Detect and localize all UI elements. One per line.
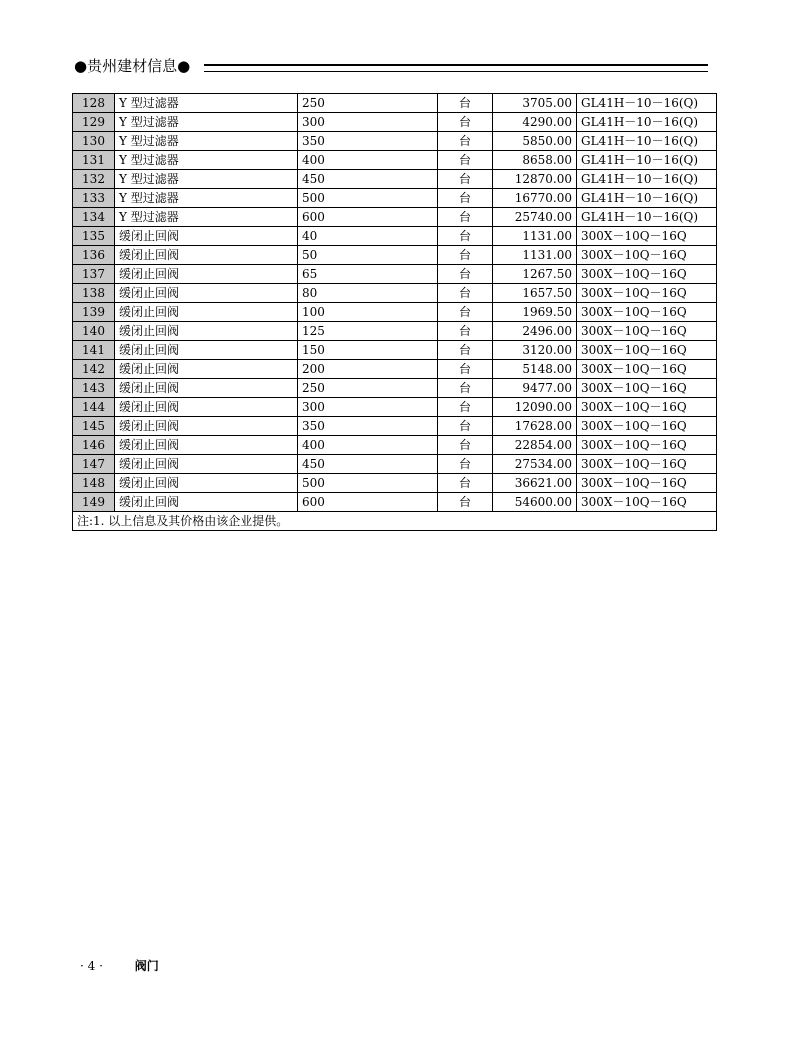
cell-price: 1131.00 xyxy=(493,246,577,265)
cell-number: 131 xyxy=(73,151,115,170)
cell-number: 141 xyxy=(73,341,115,360)
table-row xyxy=(73,417,717,436)
cell-spec: 450 xyxy=(298,455,438,474)
table-row xyxy=(73,322,717,341)
cell-unit: 台 xyxy=(438,113,493,132)
cell-product-name: 缓闭止回阀 xyxy=(115,284,298,303)
header-double-rule xyxy=(204,64,708,72)
cell-number: 149 xyxy=(73,493,115,512)
cell-product-name: Y 型过滤器 xyxy=(115,94,298,113)
cell-spec: 150 xyxy=(298,341,438,360)
cell-number: 140 xyxy=(73,322,115,341)
cell-unit: 台 xyxy=(438,417,493,436)
cell-spec: 600 xyxy=(298,208,438,227)
cell-unit: 台 xyxy=(438,246,493,265)
cell-model: 300X－10Q－16Q xyxy=(577,265,717,284)
cell-spec: 65 xyxy=(298,265,438,284)
cell-unit: 台 xyxy=(438,303,493,322)
cell-unit: 台 xyxy=(438,208,493,227)
cell-price: 1657.50 xyxy=(493,284,577,303)
cell-model: 300X－10Q－16Q xyxy=(577,360,717,379)
cell-spec: 300 xyxy=(298,113,438,132)
cell-model: 300X－10Q－16Q xyxy=(577,303,717,322)
cell-model: 300X－10Q－16Q xyxy=(577,322,717,341)
cell-price: 12090.00 xyxy=(493,398,577,417)
cell-price: 3120.00 xyxy=(493,341,577,360)
cell-product-name: Y 型过滤器 xyxy=(115,208,298,227)
table-row xyxy=(73,132,717,151)
cell-spec: 50 xyxy=(298,246,438,265)
cell-unit: 台 xyxy=(438,151,493,170)
table-row xyxy=(73,493,717,512)
cell-model: 300X－10Q－16Q xyxy=(577,341,717,360)
table-row xyxy=(73,189,717,208)
cell-product-name: 缓闭止回阀 xyxy=(115,341,298,360)
section-name: 阀门 xyxy=(134,959,159,973)
cell-price: 22854.00 xyxy=(493,436,577,455)
cell-product-name: Y 型过滤器 xyxy=(115,151,298,170)
cell-model: 300X－10Q－16Q xyxy=(577,436,717,455)
table-row xyxy=(73,94,717,113)
cell-price: 25740.00 xyxy=(493,208,577,227)
table-row xyxy=(73,379,717,398)
cell-number: 145 xyxy=(73,417,115,436)
cell-unit: 台 xyxy=(438,455,493,474)
cell-product-name: 缓闭止回阀 xyxy=(115,493,298,512)
table-row xyxy=(73,208,717,227)
cell-price: 9477.00 xyxy=(493,379,577,398)
cell-number: 147 xyxy=(73,455,115,474)
cell-product-name: 缓闭止回阀 xyxy=(115,417,298,436)
cell-price: 16770.00 xyxy=(493,189,577,208)
cell-number: 130 xyxy=(73,132,115,151)
cell-number: 142 xyxy=(73,360,115,379)
cell-model: 300X－10Q－16Q xyxy=(577,284,717,303)
cell-model: GL41H－10－16(Q) xyxy=(577,132,717,151)
cell-product-name: 缓闭止回阀 xyxy=(115,474,298,493)
cell-price: 1267.50 xyxy=(493,265,577,284)
cell-price: 4290.00 xyxy=(493,113,577,132)
table-row xyxy=(73,284,717,303)
cell-product-name: 缓闭止回阀 xyxy=(115,303,298,322)
table-row xyxy=(73,398,717,417)
cell-number: 137 xyxy=(73,265,115,284)
cell-unit: 台 xyxy=(438,94,493,113)
cell-number: 146 xyxy=(73,436,115,455)
cell-price: 27534.00 xyxy=(493,455,577,474)
cell-number: 139 xyxy=(73,303,115,322)
cell-model: GL41H－10－16(Q) xyxy=(577,170,717,189)
cell-unit: 台 xyxy=(438,474,493,493)
cell-number: 128 xyxy=(73,94,115,113)
cell-spec: 500 xyxy=(298,189,438,208)
cell-model: 300X－10Q－16Q xyxy=(577,246,717,265)
table-note: 注:1. 以上信息及其价格由该企业提供。 xyxy=(73,512,717,531)
cell-number: 136 xyxy=(73,246,115,265)
cell-spec: 350 xyxy=(298,132,438,151)
cell-spec: 400 xyxy=(298,436,438,455)
cell-spec: 400 xyxy=(298,151,438,170)
cell-spec: 450 xyxy=(298,170,438,189)
table-row xyxy=(73,455,717,474)
cell-product-name: 缓闭止回阀 xyxy=(115,322,298,341)
cell-model: 300X－10Q－16Q xyxy=(577,474,717,493)
cell-number: 144 xyxy=(73,398,115,417)
cell-product-name: 缓闭止回阀 xyxy=(115,398,298,417)
cell-price: 54600.00 xyxy=(493,493,577,512)
cell-spec: 80 xyxy=(298,284,438,303)
cell-unit: 台 xyxy=(438,189,493,208)
cell-product-name: 缓闭止回阀 xyxy=(115,246,298,265)
cell-model: 300X－10Q－16Q xyxy=(577,398,717,417)
cell-product-name: Y 型过滤器 xyxy=(115,132,298,151)
page-footer xyxy=(80,958,159,974)
note-row xyxy=(73,512,717,531)
table-row xyxy=(73,474,717,493)
cell-spec: 500 xyxy=(298,474,438,493)
cell-product-name: 缓闭止回阀 xyxy=(115,436,298,455)
page-header xyxy=(74,56,708,78)
table-row xyxy=(73,265,717,284)
cell-price: 5850.00 xyxy=(493,132,577,151)
cell-product-name: 缓闭止回阀 xyxy=(115,360,298,379)
cell-number: 135 xyxy=(73,227,115,246)
cell-unit: 台 xyxy=(438,170,493,189)
cell-unit: 台 xyxy=(438,436,493,455)
cell-number: 138 xyxy=(73,284,115,303)
table-row xyxy=(73,113,717,132)
cell-price: 12870.00 xyxy=(493,170,577,189)
cell-model: 300X－10Q－16Q xyxy=(577,455,717,474)
cell-number: 143 xyxy=(73,379,115,398)
cell-unit: 台 xyxy=(438,379,493,398)
cell-price: 17628.00 xyxy=(493,417,577,436)
cell-model: 300X－10Q－16Q xyxy=(577,227,717,246)
cell-spec: 200 xyxy=(298,360,438,379)
cell-number: 129 xyxy=(73,113,115,132)
cell-number: 133 xyxy=(73,189,115,208)
cell-spec: 250 xyxy=(298,94,438,113)
cell-number: 132 xyxy=(73,170,115,189)
cell-product-name: 缓闭止回阀 xyxy=(115,227,298,246)
cell-product-name: 缓闭止回阀 xyxy=(115,379,298,398)
cell-unit: 台 xyxy=(438,284,493,303)
cell-model: 300X－10Q－16Q xyxy=(577,493,717,512)
cell-spec: 350 xyxy=(298,417,438,436)
cell-model: 300X－10Q－16Q xyxy=(577,417,717,436)
cell-unit: 台 xyxy=(438,360,493,379)
table-row xyxy=(73,436,717,455)
cell-spec: 300 xyxy=(298,398,438,417)
cell-product-name: 缓闭止回阀 xyxy=(115,455,298,474)
cell-spec: 100 xyxy=(298,303,438,322)
cell-spec: 125 xyxy=(298,322,438,341)
cell-price: 3705.00 xyxy=(493,94,577,113)
cell-price: 8658.00 xyxy=(493,151,577,170)
cell-product-name: Y 型过滤器 xyxy=(115,113,298,132)
cell-price: 36621.00 xyxy=(493,474,577,493)
table-row xyxy=(73,151,717,170)
cell-price: 1969.50 xyxy=(493,303,577,322)
table-row xyxy=(73,341,717,360)
price-table xyxy=(72,93,717,531)
cell-model: GL41H－10－16(Q) xyxy=(577,208,717,227)
cell-spec: 600 xyxy=(298,493,438,512)
cell-unit: 台 xyxy=(438,132,493,151)
table-row xyxy=(73,170,717,189)
table-row xyxy=(73,303,717,322)
cell-product-name: 缓闭止回阀 xyxy=(115,265,298,284)
cell-number: 148 xyxy=(73,474,115,493)
cell-unit: 台 xyxy=(438,227,493,246)
cell-product-name: Y 型过滤器 xyxy=(115,189,298,208)
cell-model: GL41H－10－16(Q) xyxy=(577,94,717,113)
table-row xyxy=(73,246,717,265)
cell-price: 1131.00 xyxy=(493,227,577,246)
cell-model: 300X－10Q－16Q xyxy=(577,379,717,398)
cell-product-name: Y 型过滤器 xyxy=(115,170,298,189)
cell-price: 2496.00 xyxy=(493,322,577,341)
cell-model: GL41H－10－16(Q) xyxy=(577,189,717,208)
cell-model: GL41H－10－16(Q) xyxy=(577,151,717,170)
cell-spec: 250 xyxy=(298,379,438,398)
cell-unit: 台 xyxy=(438,398,493,417)
publication-title: ●贵州建材信息● xyxy=(74,57,191,75)
cell-price: 5148.00 xyxy=(493,360,577,379)
price-table-body xyxy=(73,94,717,512)
cell-unit: 台 xyxy=(438,322,493,341)
cell-unit: 台 xyxy=(438,341,493,360)
table-row xyxy=(73,360,717,379)
page-number: · 4 · xyxy=(80,959,103,973)
cell-unit: 台 xyxy=(438,493,493,512)
table-row xyxy=(73,227,717,246)
cell-model: GL41H－10－16(Q) xyxy=(577,113,717,132)
cell-spec: 40 xyxy=(298,227,438,246)
cell-number: 134 xyxy=(73,208,115,227)
cell-unit: 台 xyxy=(438,265,493,284)
